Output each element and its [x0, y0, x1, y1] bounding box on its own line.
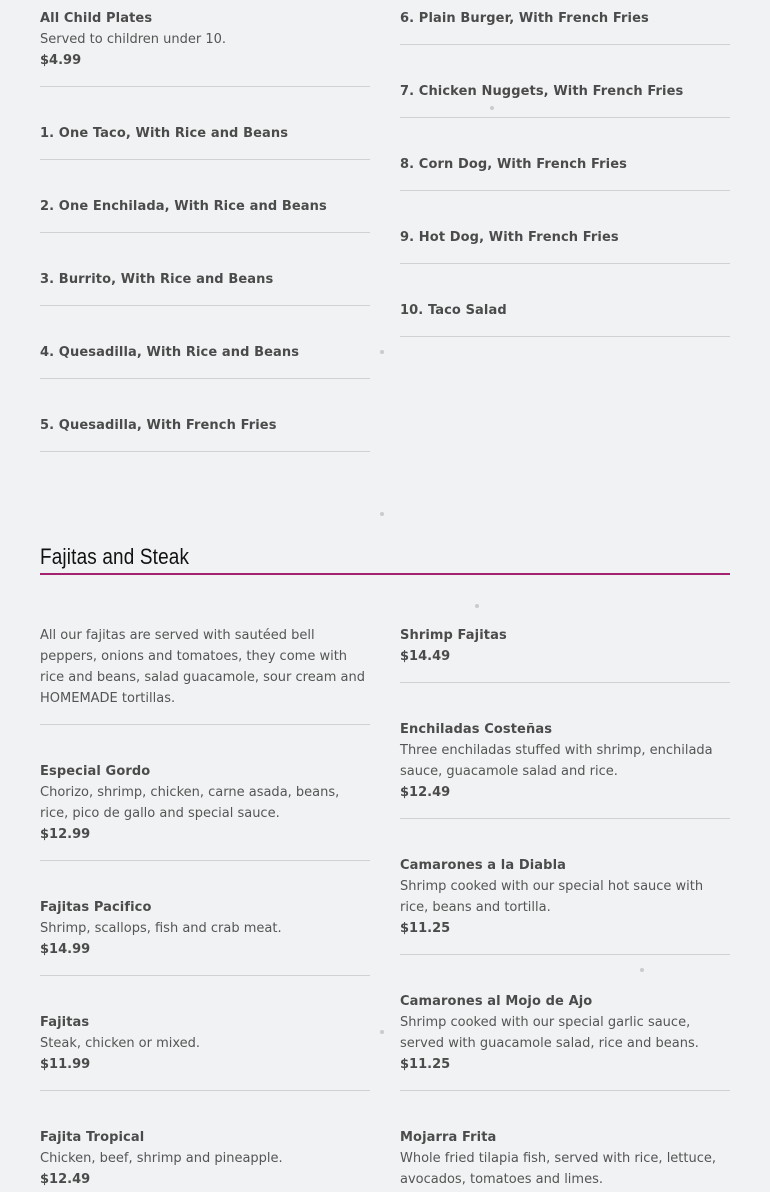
menu-item	[400, 1127, 730, 1190]
menu-item	[40, 269, 370, 290]
item-price: $14.99	[40, 942, 91, 957]
item-name: Fajitas	[40, 1015, 90, 1030]
item-description: Shrimp, scallops, fish and crab meat.	[40, 921, 282, 936]
item-divider	[400, 117, 730, 118]
item-divider	[400, 336, 730, 337]
item-name: 1. One Taco, With Rice and Beans	[40, 126, 289, 141]
menu-item	[400, 625, 730, 667]
menu-item	[40, 897, 370, 960]
item-name: Camarones al Mojo de Ajo	[400, 994, 593, 1009]
item-name: Fajitas Pacifico	[40, 900, 152, 915]
item-divider	[40, 724, 370, 725]
item-name: 2. One Enchilada, With Rice and Beans	[40, 199, 327, 214]
item-divider	[400, 818, 730, 819]
menu-item	[40, 1012, 370, 1075]
item-name: 3. Burrito, With Rice and Beans	[40, 272, 274, 287]
menu-item	[400, 81, 730, 102]
section-title-underline	[40, 573, 730, 575]
item-divider	[40, 1090, 370, 1091]
item-description: Steak, chicken or mixed.	[40, 1036, 201, 1051]
background-speck	[490, 106, 494, 110]
item-name: 4. Quesadilla, With Rice and Beans	[40, 345, 300, 360]
item-name: 9. Hot Dog, With French Fries	[400, 230, 619, 245]
menu-item	[400, 8, 730, 29]
item-description: Shrimp cooked with our special garlic sauce, served with guacamole salad, rice and beans.	[400, 1015, 699, 1051]
item-divider	[400, 263, 730, 264]
item-description: Shrimp cooked with our special hot sauce with rice, beans and tortilla.	[400, 879, 704, 915]
item-description: Chicken, beef, shrimp and pineapple.	[40, 1151, 283, 1166]
item-divider	[400, 44, 730, 45]
menu-item	[400, 227, 730, 248]
item-name: 5. Quesadilla, With French Fries	[40, 418, 277, 433]
item-divider	[40, 305, 370, 306]
item-price: $11.25	[400, 1057, 451, 1072]
item-price: $12.49	[400, 785, 451, 800]
menu-item	[400, 300, 730, 321]
menu-item	[40, 1127, 370, 1190]
section-intro: All our fajitas are served with sautéed bell peppers, onions and tomatoes, they come with rice and beans, salad guacamole, sour cream and HOMEMADE tortillas.	[40, 628, 365, 706]
item-divider	[400, 682, 730, 683]
menu-item	[400, 719, 730, 803]
item-name: All Child Plates	[40, 11, 153, 26]
menu-item	[40, 8, 370, 71]
item-divider	[40, 975, 370, 976]
item-divider	[400, 954, 730, 955]
menu-item	[40, 196, 370, 217]
item-price: $14.49	[400, 649, 451, 664]
menu-item	[400, 855, 730, 939]
item-divider	[40, 451, 370, 452]
menu-item	[40, 761, 370, 845]
item-name: Especial Gordo	[40, 764, 151, 779]
item-description: Whole fried tilapia fish, served with rice, lettuce, avocados, tomatoes and limes.	[400, 1151, 717, 1187]
section-title: Fajitas and Steak	[40, 544, 190, 569]
menu-item	[400, 991, 730, 1075]
item-price: $12.49	[40, 1172, 91, 1187]
item-name: 8. Corn Dog, With French Fries	[400, 157, 627, 172]
menu-item	[40, 123, 370, 144]
item-description: Three enchiladas stuffed with shrimp, enchilada sauce, guacamole salad and rice.	[400, 743, 713, 779]
item-price: $12.99	[40, 827, 91, 842]
menu-item	[400, 154, 730, 175]
item-divider	[400, 1090, 730, 1091]
item-price: $11.25	[400, 921, 451, 936]
item-divider	[40, 86, 370, 87]
item-price: $11.99	[40, 1057, 91, 1072]
item-divider	[40, 232, 370, 233]
item-divider	[400, 190, 730, 191]
menu-item	[40, 625, 370, 709]
menu-item	[40, 415, 370, 436]
item-name: 10. Taco Salad	[400, 303, 507, 318]
item-name: Shrimp Fajitas	[400, 628, 507, 643]
item-price: $4.99	[40, 53, 82, 68]
background-speck	[640, 968, 644, 972]
item-divider	[40, 378, 370, 379]
item-name: Fajita Tropical	[40, 1130, 145, 1145]
item-name: Mojarra Frita	[400, 1130, 497, 1145]
menu-item	[40, 342, 370, 363]
item-description: Served to children under 10.	[40, 32, 227, 47]
item-name: Camarones a la Diabla	[400, 858, 567, 873]
background-speck	[380, 350, 384, 354]
item-name: 6. Plain Burger, With French Fries	[400, 11, 649, 26]
item-divider	[40, 860, 370, 861]
item-description: Chorizo, shrimp, chicken, carne asada, beans, rice, pico de gallo and special sauce.	[40, 785, 340, 821]
background-speck	[475, 604, 479, 608]
background-speck	[380, 1030, 384, 1034]
item-name: Enchiladas Costeñas	[400, 722, 553, 737]
background-speck	[380, 512, 384, 516]
item-name: 7. Chicken Nuggets, With French Fries	[400, 84, 684, 99]
item-divider	[40, 159, 370, 160]
